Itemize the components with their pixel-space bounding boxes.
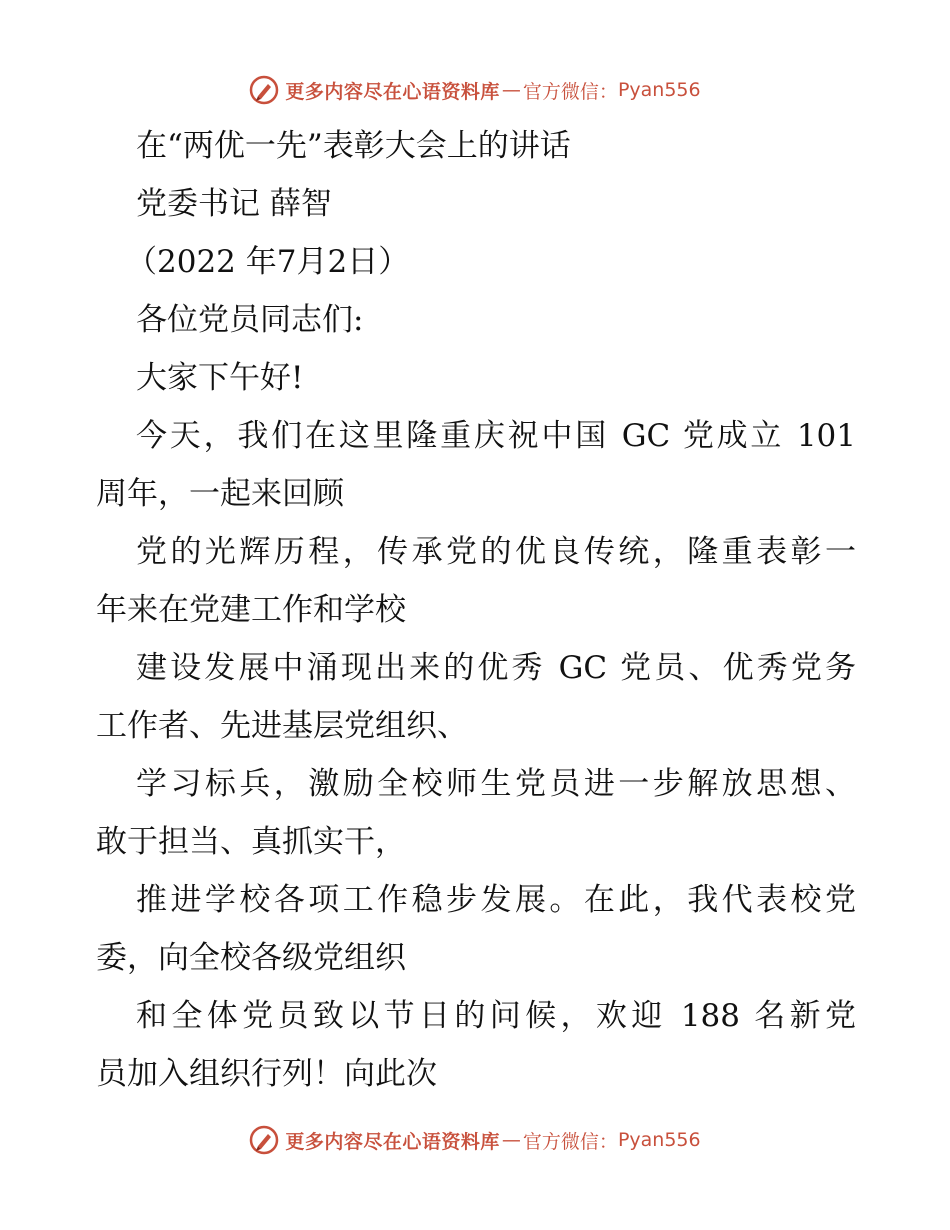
watermark-id: Pyan556 xyxy=(617,1129,701,1151)
text-line: 委，向全校各级党组织 xyxy=(96,940,406,976)
text-line: 党的光辉历程，传承党的优良传统，隆重表彰一 xyxy=(136,534,856,570)
text-line: 年来在党建工作和学校 xyxy=(96,592,406,628)
watermark-account: 官方微信： xyxy=(522,80,618,103)
watermark-id: Pyan556 xyxy=(617,79,701,101)
document-greeting: 大家下午好! xyxy=(136,360,304,396)
text-line: 周年，一起来回顾 xyxy=(96,476,344,512)
text-line: 员加入组织行列！向此次 xyxy=(96,1056,437,1092)
text-line: 和全体党员致以节日的问候，欢迎 188 名新党 xyxy=(136,998,856,1034)
text-line: 推进学校各项工作稳步发展。在此，我代表校党 xyxy=(136,882,856,918)
watermark-label: 更多内容尽在心语资料库 xyxy=(285,80,500,103)
text-line: 今天，我们在这里隆重庆祝中国 GC 党成立 101 xyxy=(136,418,856,454)
text-line: 学习标兵，激励全校师生党员进一步解放思想、 xyxy=(136,766,856,802)
text-line: 工作者、先进基层党组织、 xyxy=(96,708,468,744)
watermark-footer xyxy=(0,1120,950,1160)
pen-logo-icon xyxy=(249,1125,279,1155)
watermark-separator: — xyxy=(501,79,521,101)
document-date: （2022 年7月2日） xyxy=(126,244,410,280)
watermark-label: 更多内容尽在心语资料库 xyxy=(285,1130,500,1153)
pen-logo-icon xyxy=(249,75,279,105)
text-line: 建设发展中涌现出来的优秀 GC 党员、优秀党务 xyxy=(136,650,856,686)
document-body xyxy=(96,117,856,1103)
document-paragraph xyxy=(96,407,856,1103)
document-author: 党委书记 薛智 xyxy=(136,186,332,222)
document-salutation: 各位党员同志们: xyxy=(136,302,364,338)
watermark-account: 官方微信： xyxy=(522,1130,618,1153)
watermark-separator: — xyxy=(501,1129,521,1151)
watermark-header xyxy=(0,70,950,110)
document-title: 在“两优一先”表彰大会上的讲话 xyxy=(136,128,571,164)
text-line: 敢于担当、真抓实干， xyxy=(96,824,406,860)
